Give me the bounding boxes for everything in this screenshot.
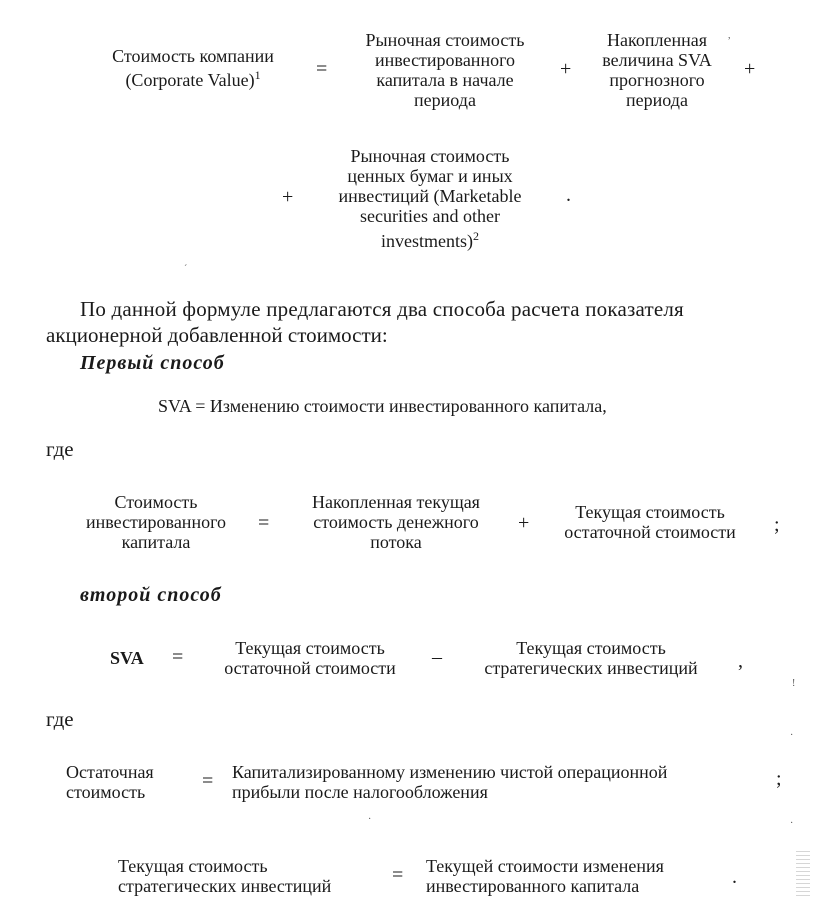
formula1-term1-line2: инвестированного [374,50,516,70]
formula2-term1-line2: стоимость денежного [313,512,479,532]
formula4-rhs [232,762,667,802]
formula1-term1-line1: Рыночная стоимость [365,30,525,50]
scan-speck: , [728,30,731,41]
formula2-term2-line1: Текущая стоимость [575,502,725,522]
where-label-1: где [46,437,74,461]
formula1-term2-line3: прогнозного [609,70,705,90]
scan-speck: ! [792,678,796,689]
formula3-lhs: SVA [110,648,144,668]
where-label-2: где [46,707,74,731]
formula2-lhs [64,492,248,552]
formula3-term1 [200,638,420,678]
scan-speck: ´ [184,264,188,275]
footnote-1: 1 [254,68,261,82]
formula1-term3-line5: investments) [381,231,473,251]
method1-heading: Первый способ [80,352,225,374]
formula3-term2-line2: стратегических инвестиций [484,658,698,678]
formula1-term3 [310,146,550,251]
formula5-lhs [118,856,331,896]
paragraph-line2: акционерной добавленной стоимости: [46,323,388,347]
formula1-term1 [340,30,550,110]
formula2-equals: = [258,512,270,534]
formula3-minus: – [432,646,442,668]
formula2-semicolon: ; [774,514,780,536]
formula1-term2 [582,30,732,110]
formula5-rhs-line1: Текущей стоимости изменения [426,856,664,876]
formula1-term2-line4: периода [626,90,688,110]
formula4-lhs [66,762,154,802]
formula3-equals: = [172,646,184,668]
formula5-lhs-line2: стратегических инвестиций [118,876,332,896]
formula5-rhs [426,856,664,896]
formula4-lhs-line1: Остаточная [66,762,154,782]
formula3-comma: , [738,650,743,672]
formula4-equals: = [202,770,214,792]
formula1-lhs [88,44,298,92]
formula1-term3-line2: ценных бумаг и иных [347,166,513,186]
paragraph [46,296,806,348]
formula1-plus2: + [744,58,756,80]
formula3-term2 [456,638,726,678]
formula5-lhs-line1: Текущая стоимость [118,856,268,876]
formula1-plus1: + [560,58,572,80]
formula2-term1-line1: Накопленная текущая [312,492,480,512]
formula2-lhs-line3: капитала [121,532,191,552]
formula5-equals: = [392,864,404,886]
formula1-term3-line4: securities and other [360,206,500,226]
formula1-equals: = [316,58,328,80]
formula3-term1-line2: остаточной стоимости [224,658,396,678]
formula1-lhs-line2: (Corporate Value) [125,70,255,90]
formula1-term3-line3: инвестиций (Marketable [338,186,522,206]
footnote-2: 2 [473,229,479,243]
formula1-term1-line3: капитала в начале [376,70,514,90]
formula2-term2 [540,502,760,542]
formula2-lhs-line1: Стоимость [114,492,198,512]
formula1-term2-line1: Накопленная [607,30,707,50]
formula1-term1-line4: периода [414,90,476,110]
scan-speck: · [790,818,794,829]
formula1-lhs-line1: Стоимость компании [112,46,274,66]
formula1-term3-line1: Рыночная стоимость [350,146,510,166]
formula3-term2-line1: Текущая стоимость [516,638,666,658]
formula5-rhs-line2: инвестированного капитала [426,876,640,896]
formula3-term1-line1: Текущая стоимость [235,638,385,658]
formula5-period: . [732,866,737,888]
method2-heading: второй способ [80,584,222,606]
formula2-term1-line3: потока [370,532,422,552]
formula1-term2-line2: величина SVA [602,50,712,70]
formula4-lhs-line2: стоимость [66,782,146,802]
scan-speck: · [368,814,372,825]
formula4-rhs-line2: прибыли после налогообложения [232,782,488,802]
formula4-rhs-line1: Капитализированному изменению чистой операционной [232,762,668,782]
formula2-plus: + [518,512,530,534]
formula2-term1 [284,492,508,552]
formula4-semicolon: ; [776,768,782,790]
formula1-plus3: + [282,186,294,208]
scan-edge-noise [796,850,810,896]
scan-speck: · [790,730,794,741]
formula2-term2-line2: остаточной стоимости [564,522,736,542]
formula1-period: . [566,184,571,206]
method1-formula: SVA = Изменению стоимости инвестированного капитала, [158,396,607,416]
paragraph-line1: По данной формуле предлагаются два способа расчета показателя [80,297,684,321]
formula2-lhs-line2: инвестированного [85,512,227,532]
